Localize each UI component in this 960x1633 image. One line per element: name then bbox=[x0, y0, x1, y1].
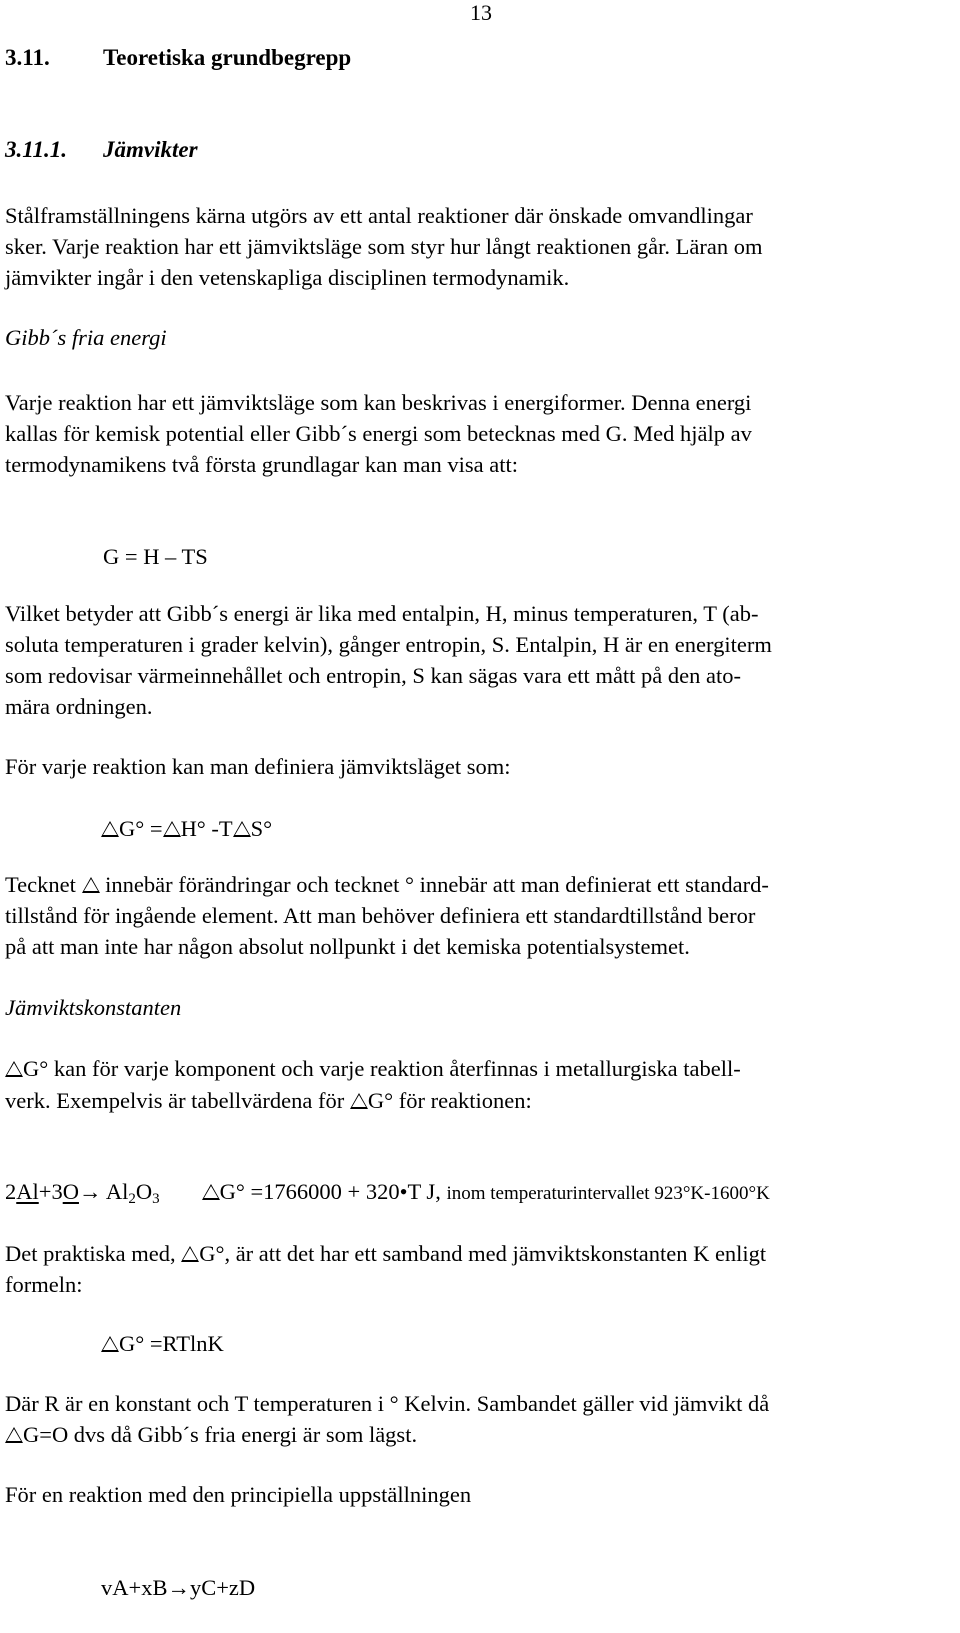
delta-icon bbox=[202, 1184, 220, 1200]
delta-icon bbox=[82, 877, 100, 893]
tecknet-line: Tecknet innebär förändringar och tecknet ° innebär att man definierat ett standard- bbox=[5, 872, 769, 897]
intro-line: Stålframställningens kärna utgörs av ett antal reaktioner där önskade omvandlingar bbox=[5, 203, 753, 228]
intro-line: jämvikter ingår i den vetenskapliga disciplinen termodynamik. bbox=[5, 265, 570, 290]
jamvikts-heading: Jämviktskonstanten bbox=[5, 995, 182, 1020]
vilket-line: soluta temperaturen i grader kelvin), gånger entropin, S. Entalpin, H är en energiterm bbox=[5, 632, 772, 657]
subsection-title: Jämvikter bbox=[103, 137, 198, 162]
principiella-line: För en reaktion med den principiella uppställningen bbox=[5, 1482, 472, 1507]
reaction-line: $2Al+3O\to Al_2O_3$ G° =1766000 + 320•T J, inom temperaturintervallet 923°K-1600°K bbox=[5, 1179, 770, 1207]
delta-icon bbox=[233, 821, 251, 837]
gibbs-line: termodynamikens två första grundlagar kan man visa att: bbox=[5, 452, 518, 477]
delta-icon bbox=[181, 1246, 199, 1262]
equation-standard-gibbs: G° = H° -T S° bbox=[101, 815, 272, 843]
komponent-line: verk. Exempelvis är tabellvärdena för G° för reaktionen: bbox=[5, 1088, 532, 1113]
vilket-line: mära ordningen. bbox=[5, 694, 153, 719]
praktiska-line: formeln: bbox=[5, 1272, 83, 1297]
equation-general-reaction: vA+xB→yC+zD bbox=[101, 1575, 256, 1600]
delta-icon bbox=[101, 1336, 119, 1352]
delta-icon bbox=[163, 821, 181, 837]
section-heading: 3.11. Teoretiska grundbegrepp bbox=[5, 45, 352, 70]
delta-icon bbox=[5, 1061, 23, 1077]
intro-line: sker. Varje reaktion har ett jämviktsläge som styr hur långt reaktionen går. Läran om bbox=[5, 234, 763, 259]
gibbs-line: Varje reaktion har ett jämviktsläge som kan beskrivas i energiformer. Denna energi bbox=[5, 390, 752, 415]
subsection-heading: 3.11.1. Jämvikter bbox=[5, 137, 198, 162]
delta-icon bbox=[5, 1427, 23, 1443]
for-varje-line: För varje reaktion kan man definiera jämviktsläget som: bbox=[5, 754, 511, 779]
komponent-line: G° kan för varje komponent och varje reaktion återfinnas i metallurgiska tabell- bbox=[5, 1055, 741, 1083]
delta-icon bbox=[101, 821, 119, 837]
arrow-right-icon: → bbox=[167, 1575, 190, 1600]
gibbs-heading: Gibb´s fria energi bbox=[5, 325, 167, 350]
delta-icon bbox=[350, 1093, 368, 1109]
arrow-right-icon: → bbox=[78, 1179, 102, 1204]
vilket-line: Vilket betyder att Gibb´s energi är lika med entalpin, H, minus temperaturen, T (ab- bbox=[5, 601, 759, 626]
praktiska-line: Det praktiska med, G°, är att det har ett samband med jämviktskonstanten K enligt bbox=[5, 1241, 767, 1266]
gibbs-line: kallas för kemisk potential eller Gibb´s energi som betecknas med G. Med hjälp av bbox=[5, 421, 752, 446]
section-title: Teoretiska grundbegrepp bbox=[103, 45, 352, 70]
vilket-line: som redovisar värmeinnehållet och entropin, S kan sägas vara ett mått på den ato- bbox=[5, 663, 742, 688]
equation-gibbs: G = H – TS bbox=[103, 544, 208, 569]
equation-rtlnk: G° =RTlnK bbox=[101, 1330, 224, 1358]
page-number: 13 bbox=[470, 0, 492, 25]
dar-line: Där R är en konstant och T temperaturen i ° Kelvin. Sambandet gäller vid jämvikt då bbox=[5, 1391, 770, 1416]
tecknet-line: på att man inte har någon absolut nollpunkt i det kemiska potentialsystemet. bbox=[5, 934, 690, 959]
dar-line: G=O dvs då Gibb´s fria energi är som lägst. bbox=[5, 1421, 417, 1449]
tecknet-line: tillstånd för ingående element. Att man behöver definiera ett standardtillstånd beror bbox=[5, 903, 756, 928]
